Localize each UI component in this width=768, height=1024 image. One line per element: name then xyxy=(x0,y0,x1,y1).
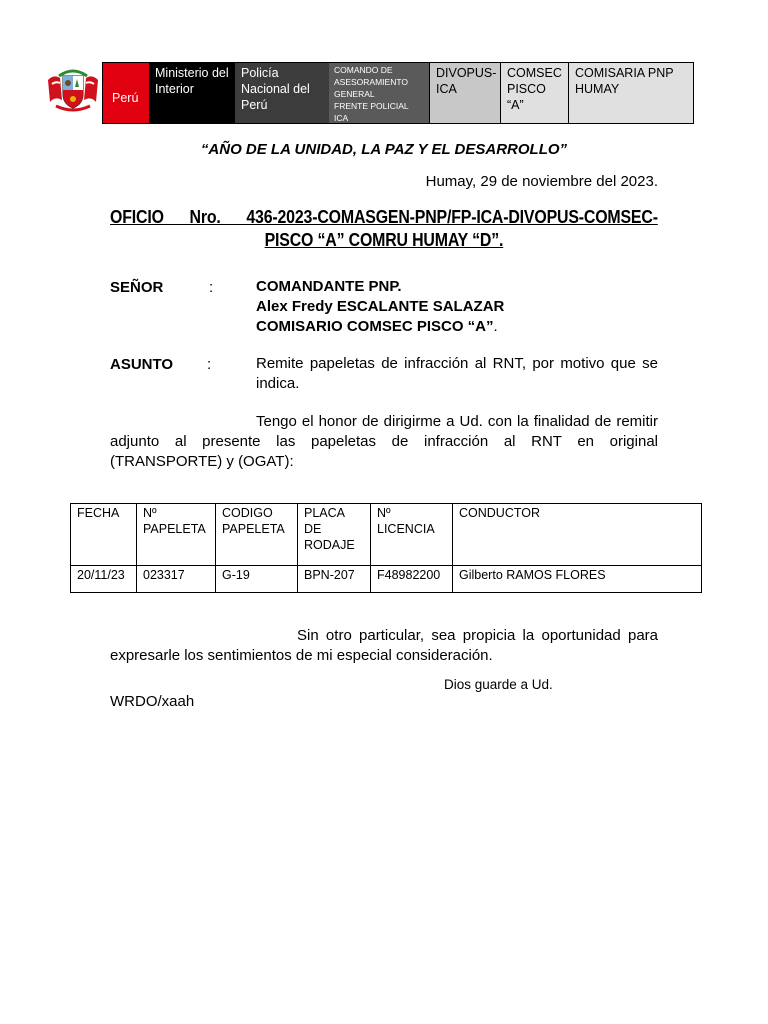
table-row xyxy=(71,566,702,593)
senor-colon: : xyxy=(209,279,214,296)
header-ministerio: Ministerio del Interior xyxy=(149,63,235,123)
header-comando-line2: FRENTE POLICIAL ICA xyxy=(334,101,409,123)
header-peru xyxy=(103,63,149,123)
header-comisaria: COMISARIA PNP HUMAY xyxy=(569,63,693,123)
body-paragraph: Tengo el honor de dirigirme a Ud. con la finalidad de remitir adjunto al presente las papeletas de infracción al RNT en original (TRANSPORTE) y (OGAT): xyxy=(110,413,658,470)
header-peru-text: Perú xyxy=(112,91,139,105)
cell-conductor: Gilberto RAMOS FLORES xyxy=(453,566,702,593)
farewell: Dios guarde a Ud. xyxy=(444,677,553,692)
cell-licencia: F48982200 xyxy=(371,566,453,593)
document-date: Humay, 29 de noviembre del 2023. xyxy=(425,173,658,190)
recipient-position-period: . xyxy=(493,318,498,335)
recipient-name: Alex Fredy ESCALANTE SALAZAR xyxy=(256,298,505,315)
oficio-line2: PISCO “A” COMRU HUMAY “D”. xyxy=(264,229,504,250)
recipient-position-text: COMISARIO COMSEC PISCO “A” xyxy=(256,318,494,335)
papeletas-table xyxy=(70,503,702,593)
th-fecha: FECHA xyxy=(71,504,137,566)
recipient-title: COMANDANTE PNP. xyxy=(256,278,402,295)
header-divopus: DIVOPUS-ICA xyxy=(429,63,501,123)
cell-placa: BPN-207 xyxy=(298,566,371,593)
initials: WRDO/xaah xyxy=(110,693,195,710)
asunto-label: ASUNTO xyxy=(110,356,174,373)
header-policia: Policía Nacional del Perú xyxy=(235,63,329,123)
th-conductor: CONDUCTOR xyxy=(453,504,702,566)
oficio-line1: OFICIO Nro. 436-2023-COMASGEN-PNP/FP-ICA-DIVOPUS-COMSEC- xyxy=(110,206,658,227)
th-licencia: Nº LICENCIA xyxy=(371,504,453,566)
asunto-colon: : xyxy=(207,356,212,373)
th-placa: PLACA DE RODAJE xyxy=(298,504,371,566)
th-codigo: CODIGO PAPELETA xyxy=(216,504,298,566)
senor-label: SEÑOR xyxy=(110,279,164,296)
motto: “AÑO DE LA UNIDAD, LA PAZ Y EL DESARROLLO” xyxy=(200,141,568,158)
th-papeleta: Nº PAPELETA xyxy=(137,504,216,566)
oficio-number xyxy=(110,205,658,251)
coat-of-arms-icon xyxy=(46,66,100,114)
cell-papeleta: 023317 xyxy=(137,566,216,593)
header-comsec: COMSEC PISCO “A” xyxy=(501,63,569,123)
header-comando xyxy=(329,63,429,123)
table-header-row xyxy=(71,504,702,566)
header-comando-line1: COMANDO DE ASESORAMIENTO GENERAL xyxy=(334,65,408,99)
closing-paragraph: Sin otro particular, sea propicia la oportunidad para expresarle los sentimientos de mi especial consideración. xyxy=(110,627,658,664)
cell-codigo: G-19 xyxy=(216,566,298,593)
asunto-text: Remite papeletas de infracción al RNT, por motivo que se indica. xyxy=(256,355,658,392)
recipient-position xyxy=(256,317,498,337)
institution-header xyxy=(102,62,694,124)
cell-fecha: 20/11/23 xyxy=(71,566,137,593)
